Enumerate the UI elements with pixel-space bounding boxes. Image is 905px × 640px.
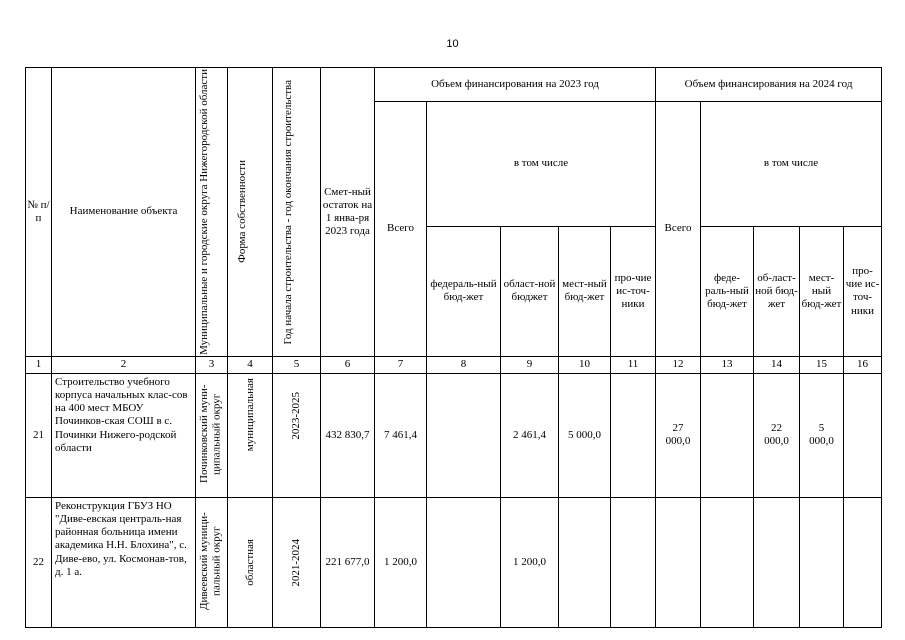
- column-number: 5: [273, 356, 321, 373]
- header-years-text: Год начала строительства - год окончания строительства: [281, 79, 294, 345]
- header-total-2024: Всего: [656, 102, 701, 357]
- row-remainder: 432 830,7: [321, 373, 375, 497]
- row-municipality: [196, 373, 228, 497]
- table-row: [26, 373, 882, 497]
- row-regional-2024: 22 000,0: [754, 373, 800, 497]
- header-remainder: Смет-ный остаток на 1 янва-ря 2023 года: [321, 68, 375, 357]
- column-number: 6: [321, 356, 375, 373]
- header-years: [273, 68, 321, 357]
- header-fin-2023: Объем финансирования на 2023 год: [375, 68, 656, 102]
- row-other-2023: [611, 497, 656, 627]
- column-number: 12: [656, 356, 701, 373]
- row-federal-2023: [427, 497, 501, 627]
- column-number: 16: [844, 356, 882, 373]
- row-regional-2024: [754, 497, 800, 627]
- row-years: [273, 497, 321, 627]
- column-number: 4: [228, 356, 273, 373]
- row-regional-2023: 2 461,4: [501, 373, 559, 497]
- header-including-2023: в том числе: [427, 102, 656, 227]
- header-total-2023: Всего: [375, 102, 427, 357]
- row-ownership: [228, 497, 273, 627]
- row-federal-2024: [701, 373, 754, 497]
- row-num: 22: [26, 497, 52, 627]
- column-number: 15: [800, 356, 844, 373]
- row-other-2024: [844, 373, 882, 497]
- header-other-2024: про-чие ис-точ-ники: [844, 226, 882, 356]
- page-number: 10: [446, 38, 459, 50]
- row-other-2024: [844, 497, 882, 627]
- column-number: 14: [754, 356, 800, 373]
- row-municipality-text: Починковский муни-ципальный округ: [197, 384, 223, 484]
- row-ownership: [228, 373, 273, 497]
- column-number: 3: [196, 356, 228, 373]
- column-number: 2: [52, 356, 196, 373]
- column-number: 13: [701, 356, 754, 373]
- column-number: 8: [427, 356, 501, 373]
- header-federal-2023: федераль-ный бюд-жет: [427, 226, 501, 356]
- row-object-name: Строительство учебного корпуса начальных клас-сов на 400 мест МБОУ Починков-ская СОШ в с. Починки Нижего-родской области: [52, 373, 196, 497]
- row-ownership-text: областная: [243, 538, 256, 586]
- header-municipality-text: Муниципальные и городские округа Нижегородской области: [197, 69, 210, 355]
- row-local-2024: [800, 497, 844, 627]
- header-ownership-text: Форма собственности: [236, 160, 248, 264]
- header-name: Наименование объекта: [52, 68, 196, 357]
- header-regional-2023: област-ной бюджет: [501, 226, 559, 356]
- column-number: 1: [26, 356, 52, 373]
- header-fin-2024: Объем финансирования на 2024 год: [656, 68, 882, 102]
- row-federal-2023: [427, 373, 501, 497]
- row-regional-2023: 1 200,0: [501, 497, 559, 627]
- row-years-text: 2023-2025: [290, 391, 303, 440]
- header-local-2024: мест-ный бюд-жет: [800, 226, 844, 356]
- header-local-2023: мест-ный бюд-жет: [559, 226, 611, 356]
- header-including-2024: в том числе: [701, 102, 882, 227]
- row-other-2023: [611, 373, 656, 497]
- row-total-2024: [656, 497, 701, 627]
- header-municipality: [196, 68, 228, 357]
- column-numbers-row: [26, 356, 882, 373]
- header-num: № п/п: [26, 68, 52, 357]
- header-regional-2024: об-ласт-ной бюд-жет: [754, 226, 800, 356]
- column-number: 9: [501, 356, 559, 373]
- column-number: 10: [559, 356, 611, 373]
- row-total-2024: 27 000,0: [656, 373, 701, 497]
- financing-table: [25, 67, 882, 628]
- row-total-2023: 7 461,4: [375, 373, 427, 497]
- row-municipality: [196, 497, 228, 627]
- row-ownership-text: муниципальная: [243, 377, 256, 452]
- row-local-2023: [559, 497, 611, 627]
- column-number: 7: [375, 356, 427, 373]
- header-other-2023: про-чие ис-точ-ники: [611, 226, 656, 356]
- table-row: [26, 497, 882, 627]
- row-remainder: 221 677,0: [321, 497, 375, 627]
- row-years-text: 2021-2024: [290, 538, 303, 587]
- row-years: [273, 373, 321, 497]
- header-ownership: [228, 68, 273, 357]
- header-federal-2024: феде-раль-ный бюд-жет: [701, 226, 754, 356]
- row-num: 21: [26, 373, 52, 497]
- row-total-2023: 1 200,0: [375, 497, 427, 627]
- row-local-2024: 5 000,0: [800, 373, 844, 497]
- row-federal-2024: [701, 497, 754, 627]
- row-local-2023: 5 000,0: [559, 373, 611, 497]
- row-object-name: Реконструкция ГБУЗ НО "Диве-евская централь-ная районная больница имени академика Н.Н. Блохина", с. Диве-ево, ул. Космонав-тов, д. 1 а.: [52, 497, 196, 627]
- column-number: 11: [611, 356, 656, 373]
- row-municipality-text: Дивеевский муници-пальный округ: [197, 511, 223, 610]
